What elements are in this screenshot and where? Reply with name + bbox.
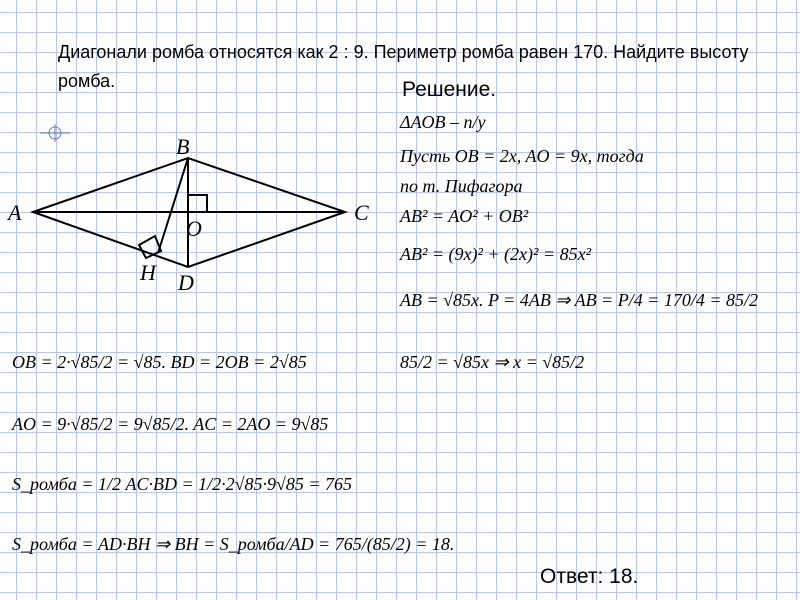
- label-o: O: [186, 216, 202, 241]
- calc-ob: OB = 2·√85/2 = √85. BD = 2OB = 2√85: [12, 352, 307, 372]
- solution-line-1: ΔAOB – п/у: [400, 112, 486, 132]
- height-bh: [158, 158, 188, 253]
- calc-area: S_ромба = 1/2 AC·BD = 1/2·2√85·9√85 = 765: [12, 474, 353, 494]
- calc-ao: AO = 9·√85/2 = 9√85/2. AC = 2AO = 9√85: [12, 414, 329, 434]
- solution-line-3: по т. Пифагора: [400, 176, 523, 196]
- label-c: C: [354, 200, 369, 225]
- label-b: B: [176, 134, 190, 159]
- problem-statement: Диагонали ромба относятся как 2 : 9. Периметр ромба равен 170. Найдите высоту ромба.: [58, 42, 749, 91]
- solution-heading: Решение.: [402, 78, 497, 101]
- calc-height: S_ромба = AD·BH ⇒ BH = S_ромба/AD = 765/(85/2) = 18.: [12, 534, 455, 554]
- solution-line-5: AB² = (9x)² + (2x)² = 85x²: [400, 244, 591, 264]
- solution-line-4: AB² = AO² + OB²: [400, 206, 529, 226]
- label-h: H: [140, 260, 156, 285]
- solution-line-2: Пусть OB = 2x, AO = 9x, тогда: [400, 146, 644, 166]
- right-angle-h: [139, 236, 161, 258]
- label-d: D: [178, 270, 194, 295]
- label-a: A: [8, 200, 22, 225]
- rhombus-diagram: [0, 130, 400, 300]
- solution-line-6: AB = √85x. P = 4AB ⇒ AB = P/4 = 170/4 = 85/2: [400, 290, 758, 310]
- solution-line-7: 85/2 = √85x ⇒ x = √85/2: [400, 352, 585, 372]
- right-angle-o: [188, 195, 207, 212]
- answer: Ответ: 18.: [540, 565, 639, 588]
